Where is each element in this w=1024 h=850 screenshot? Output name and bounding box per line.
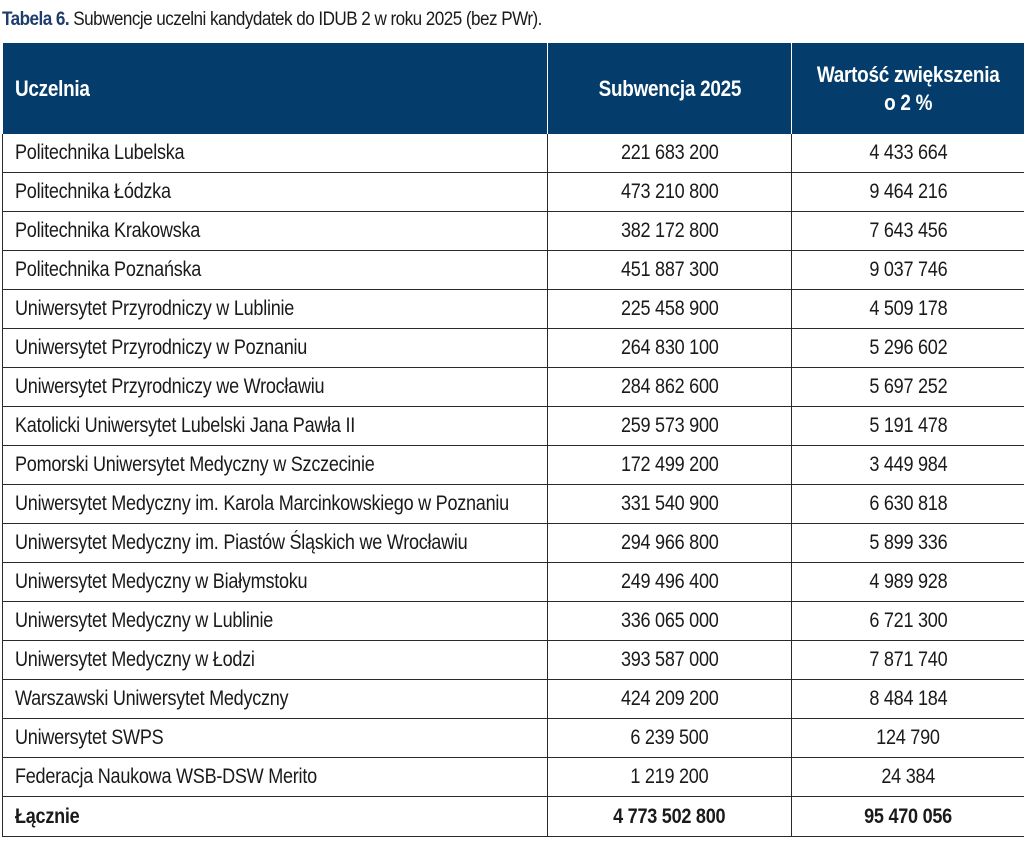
table-row: [3, 446, 1024, 485]
cell-subsidy: 424 209 200: [548, 680, 792, 719]
cell-subsidy: 336 065 000: [548, 602, 792, 641]
cell-increase: 5 899 336: [792, 524, 1024, 563]
cell-increase: 8 484 184: [792, 680, 1024, 719]
cell-university: Uniwersytet SWPS: [3, 719, 548, 758]
column-header-increase-line1: Wartość zwiększenia: [816, 61, 1000, 87]
cell-subsidy: 284 862 600: [548, 368, 792, 407]
cell-university: Uniwersytet Przyrodniczy w Lublinie: [3, 290, 548, 329]
total-label: Łącznie: [3, 797, 548, 837]
cell-subsidy: 393 587 000: [548, 641, 792, 680]
cell-increase: 9 037 746: [792, 251, 1024, 290]
cell-increase: 7 643 456: [792, 212, 1024, 251]
table-row: [3, 251, 1024, 290]
cell-subsidy: 451 887 300: [548, 251, 792, 290]
column-header-increase-line2: o 2 %: [884, 89, 933, 115]
total-increase: 95 470 056: [792, 797, 1024, 837]
cell-university: Uniwersytet Przyrodniczy we Wrocławiu: [3, 368, 548, 407]
cell-increase: 124 790: [792, 719, 1024, 758]
table-row: [3, 758, 1024, 797]
cell-university: Politechnika Lubelska: [3, 134, 548, 173]
table-row: [3, 173, 1024, 212]
caption-label: Tabela 6.: [2, 9, 70, 30]
cell-subsidy: 473 210 800: [548, 173, 792, 212]
cell-increase: 5 697 252: [792, 368, 1024, 407]
table-row: [3, 485, 1024, 524]
cell-increase: 4 433 664: [792, 134, 1024, 173]
cell-increase: 4 509 178: [792, 290, 1024, 329]
cell-subsidy: 249 496 400: [548, 563, 792, 602]
cell-subsidy: 225 458 900: [548, 290, 792, 329]
table-caption: [2, 9, 542, 31]
table-row: [3, 524, 1024, 563]
cell-subsidy: 382 172 800: [548, 212, 792, 251]
cell-increase: 4 989 928: [792, 563, 1024, 602]
cell-subsidy: 264 830 100: [548, 329, 792, 368]
table-row: [3, 368, 1024, 407]
column-header-increase: [792, 43, 1024, 134]
table-body: [3, 134, 1024, 837]
cell-increase: 5 191 478: [792, 407, 1024, 446]
table-row: [3, 641, 1024, 680]
cell-increase: 24 384: [792, 758, 1024, 797]
cell-university: Politechnika Krakowska: [3, 212, 548, 251]
cell-subsidy: 331 540 900: [548, 485, 792, 524]
cell-university: Uniwersytet Medyczny im. Karola Marcinkowskiego w Poznaniu: [3, 485, 548, 524]
cell-increase: 5 296 602: [792, 329, 1024, 368]
cell-subsidy: 172 499 200: [548, 446, 792, 485]
cell-university: Uniwersytet Przyrodniczy w Poznaniu: [3, 329, 548, 368]
cell-university: Uniwersytet Medyczny w Łodzi: [3, 641, 548, 680]
column-header-subsidy: Subwencja 2025: [548, 43, 792, 134]
table-row: [3, 602, 1024, 641]
cell-increase: 9 464 216: [792, 173, 1024, 212]
table-row: [3, 719, 1024, 758]
caption-text: Subwencje uczelni kandydatek do IDUB 2 w roku 2025 (bez PWr).: [73, 9, 542, 30]
cell-university: Uniwersytet Medyczny w Białymstoku: [3, 563, 548, 602]
table-row: [3, 329, 1024, 368]
cell-subsidy: 1 219 200: [548, 758, 792, 797]
cell-subsidy: 294 966 800: [548, 524, 792, 563]
cell-university: Pomorski Uniwersytet Medyczny w Szczecinie: [3, 446, 548, 485]
table-row: [3, 290, 1024, 329]
subsidy-table: [2, 43, 1024, 837]
cell-subsidy: 259 573 900: [548, 407, 792, 446]
total-subsidy: 4 773 502 800: [548, 797, 792, 837]
table-row: [3, 563, 1024, 602]
total-row: [3, 797, 1024, 837]
table-row: [3, 407, 1024, 446]
cell-increase: 3 449 984: [792, 446, 1024, 485]
cell-university: Warszawski Uniwersytet Medyczny: [3, 680, 548, 719]
cell-subsidy: 221 683 200: [548, 134, 792, 173]
cell-university: Federacja Naukowa WSB-DSW Merito: [3, 758, 548, 797]
cell-university: Katolicki Uniwersytet Lubelski Jana Pawła II: [3, 407, 548, 446]
table-row: [3, 134, 1024, 173]
table-row: [3, 680, 1024, 719]
cell-increase: 7 871 740: [792, 641, 1024, 680]
cell-increase: 6 630 818: [792, 485, 1024, 524]
cell-increase: 6 721 300: [792, 602, 1024, 641]
cell-university: Politechnika Poznańska: [3, 251, 548, 290]
column-header-university: Uczelnia: [3, 43, 548, 134]
table-header: [3, 43, 1024, 134]
table-row: [3, 212, 1024, 251]
cell-university: Uniwersytet Medyczny im. Piastów Śląskich we Wrocławiu: [3, 524, 548, 563]
cell-university: Politechnika Łódzka: [3, 173, 548, 212]
cell-university: Uniwersytet Medyczny w Lublinie: [3, 602, 548, 641]
cell-subsidy: 6 239 500: [548, 719, 792, 758]
